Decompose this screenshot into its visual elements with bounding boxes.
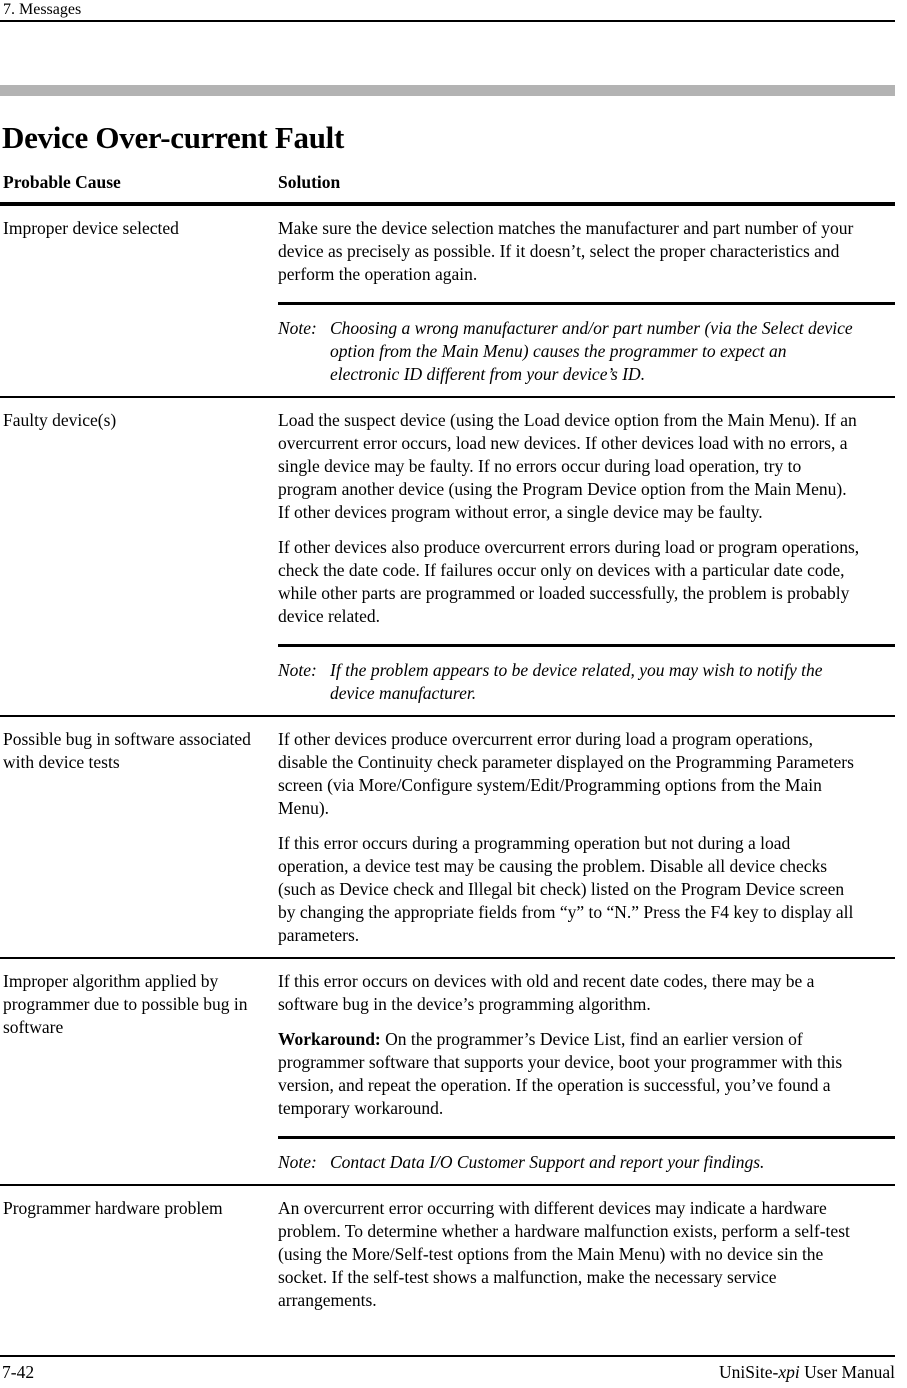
- table-row: [0, 717, 895, 959]
- workaround-text: On the programmer’s Device List, find an earlier version of programmer software that supports your device, boot your programmer with this version, and repeat the operation. If the operation is successful, you’ve found a temporary workaround.: [278, 1029, 843, 1118]
- cause-cell: Improper algorithm applied by programmer due to possible bug in software: [3, 971, 248, 1037]
- table-row: [0, 206, 895, 398]
- solution-paragraph: Make sure the device selection matches the manufacturer and part number of your device as precisely as possible. If it doesn’t, select the proper characteristics and perform the operation again.: [278, 218, 854, 284]
- cause-cell: Improper device selected: [3, 218, 179, 238]
- solution-paragraph: If this error occurs during a programming operation but not during a load operation, a device test may be causing the problem. Disable all device checks (such as Device check and Illegal bit check) listed on the Program Device screen by changing the appropriate fields from “y” to “N.” Press the F4 key to display all parameters.: [278, 833, 854, 945]
- note-divider-rule: [278, 1136, 895, 1139]
- column-header-solution: Solution: [278, 172, 341, 192]
- note-label: Note:: [278, 1152, 317, 1172]
- footer-divider-rule: [0, 1355, 895, 1357]
- note-text: If the problem appears to be device related, you may wish to notify the device manufacturer.: [330, 660, 823, 703]
- solution-cell: [278, 728, 895, 947]
- cause-cell: Programmer hardware problem: [3, 1198, 223, 1218]
- note-text: Choosing a wrong manufacturer and/or part number (via the Select device option from the Main Menu) causes the programmer to expect an electronic ID different from your device’s ID.: [330, 318, 853, 384]
- manual-title-italic-part: xpi: [778, 1362, 800, 1382]
- manual-title: UniSite-xpi User Manual: [719, 1362, 895, 1382]
- solution-cell: [278, 970, 895, 1174]
- note: [278, 302, 895, 386]
- note-divider-rule: [278, 644, 895, 647]
- table-row: [0, 959, 895, 1186]
- column-header-probable-cause: Probable Cause: [3, 172, 121, 192]
- chapter-header-rule: [0, 20, 895, 22]
- solution-paragraph: If other devices also produce overcurrent errors during load or program operations, check the date code. If failures occur only on devices with a particular date code, while other parts are programmed or loaded successfully, the problem is probably device related.: [278, 537, 860, 626]
- page-footer: [2, 1362, 895, 1383]
- cause-cell: Faulty device(s): [3, 410, 117, 430]
- table-header-row: [0, 172, 895, 206]
- title-divider-bar: [0, 85, 895, 96]
- table-row: [0, 1186, 895, 1322]
- solution-cell: [278, 1197, 895, 1312]
- note-text: Contact Data I/O Customer Support and report your findings.: [330, 1152, 765, 1172]
- page-title: Device Over-current Fault: [2, 119, 344, 155]
- note-label: Note:: [278, 660, 317, 680]
- workaround-label: Workaround:: [278, 1029, 381, 1049]
- note-label: Note:: [278, 318, 317, 338]
- note: [278, 1136, 895, 1174]
- table-row: [0, 398, 895, 717]
- solution-paragraph: An overcurrent error occurring with different devices may indicate a hardware problem. To determine whether a hardware malfunction exists, perform a self-test (using the More/Self-test options from the Main Menu) with no device sin the socket. If the self-test shows a malfunction, make the necessary service arrangements.: [278, 1198, 850, 1310]
- chapter-header: 7. Messages: [3, 1, 82, 18]
- solution-paragraph: If other devices produce overcurrent error during load a program operations, disable the Continuity check parameter displayed on the Programming Parameters screen (via More/Configure system/Edit/Programming options from the Main Menu).: [278, 729, 854, 818]
- workaround-paragraph: [278, 1028, 860, 1120]
- page-number: 7-42: [2, 1362, 35, 1382]
- solution-cell: [278, 217, 895, 386]
- note-divider-rule: [278, 302, 895, 305]
- solution-paragraph: If this error occurs on devices with old and recent date codes, there may be a software bug in the device’s programming algorithm.: [278, 971, 815, 1014]
- note: [278, 644, 895, 705]
- cause-cell: Possible bug in software associated with device tests: [3, 729, 251, 772]
- solution-paragraph: Load the suspect device (using the Load device option from the Main Menu). If an overcurrent error occurs, load new devices. If other devices load with no errors, a single device may be faulty. If no errors occur during load operation, try to program another device (using the Program Device option from the Main Menu). If other devices program without error, a single device may be faulty.: [278, 410, 857, 522]
- troubleshooting-table: [0, 172, 895, 1322]
- solution-cell: [278, 409, 895, 705]
